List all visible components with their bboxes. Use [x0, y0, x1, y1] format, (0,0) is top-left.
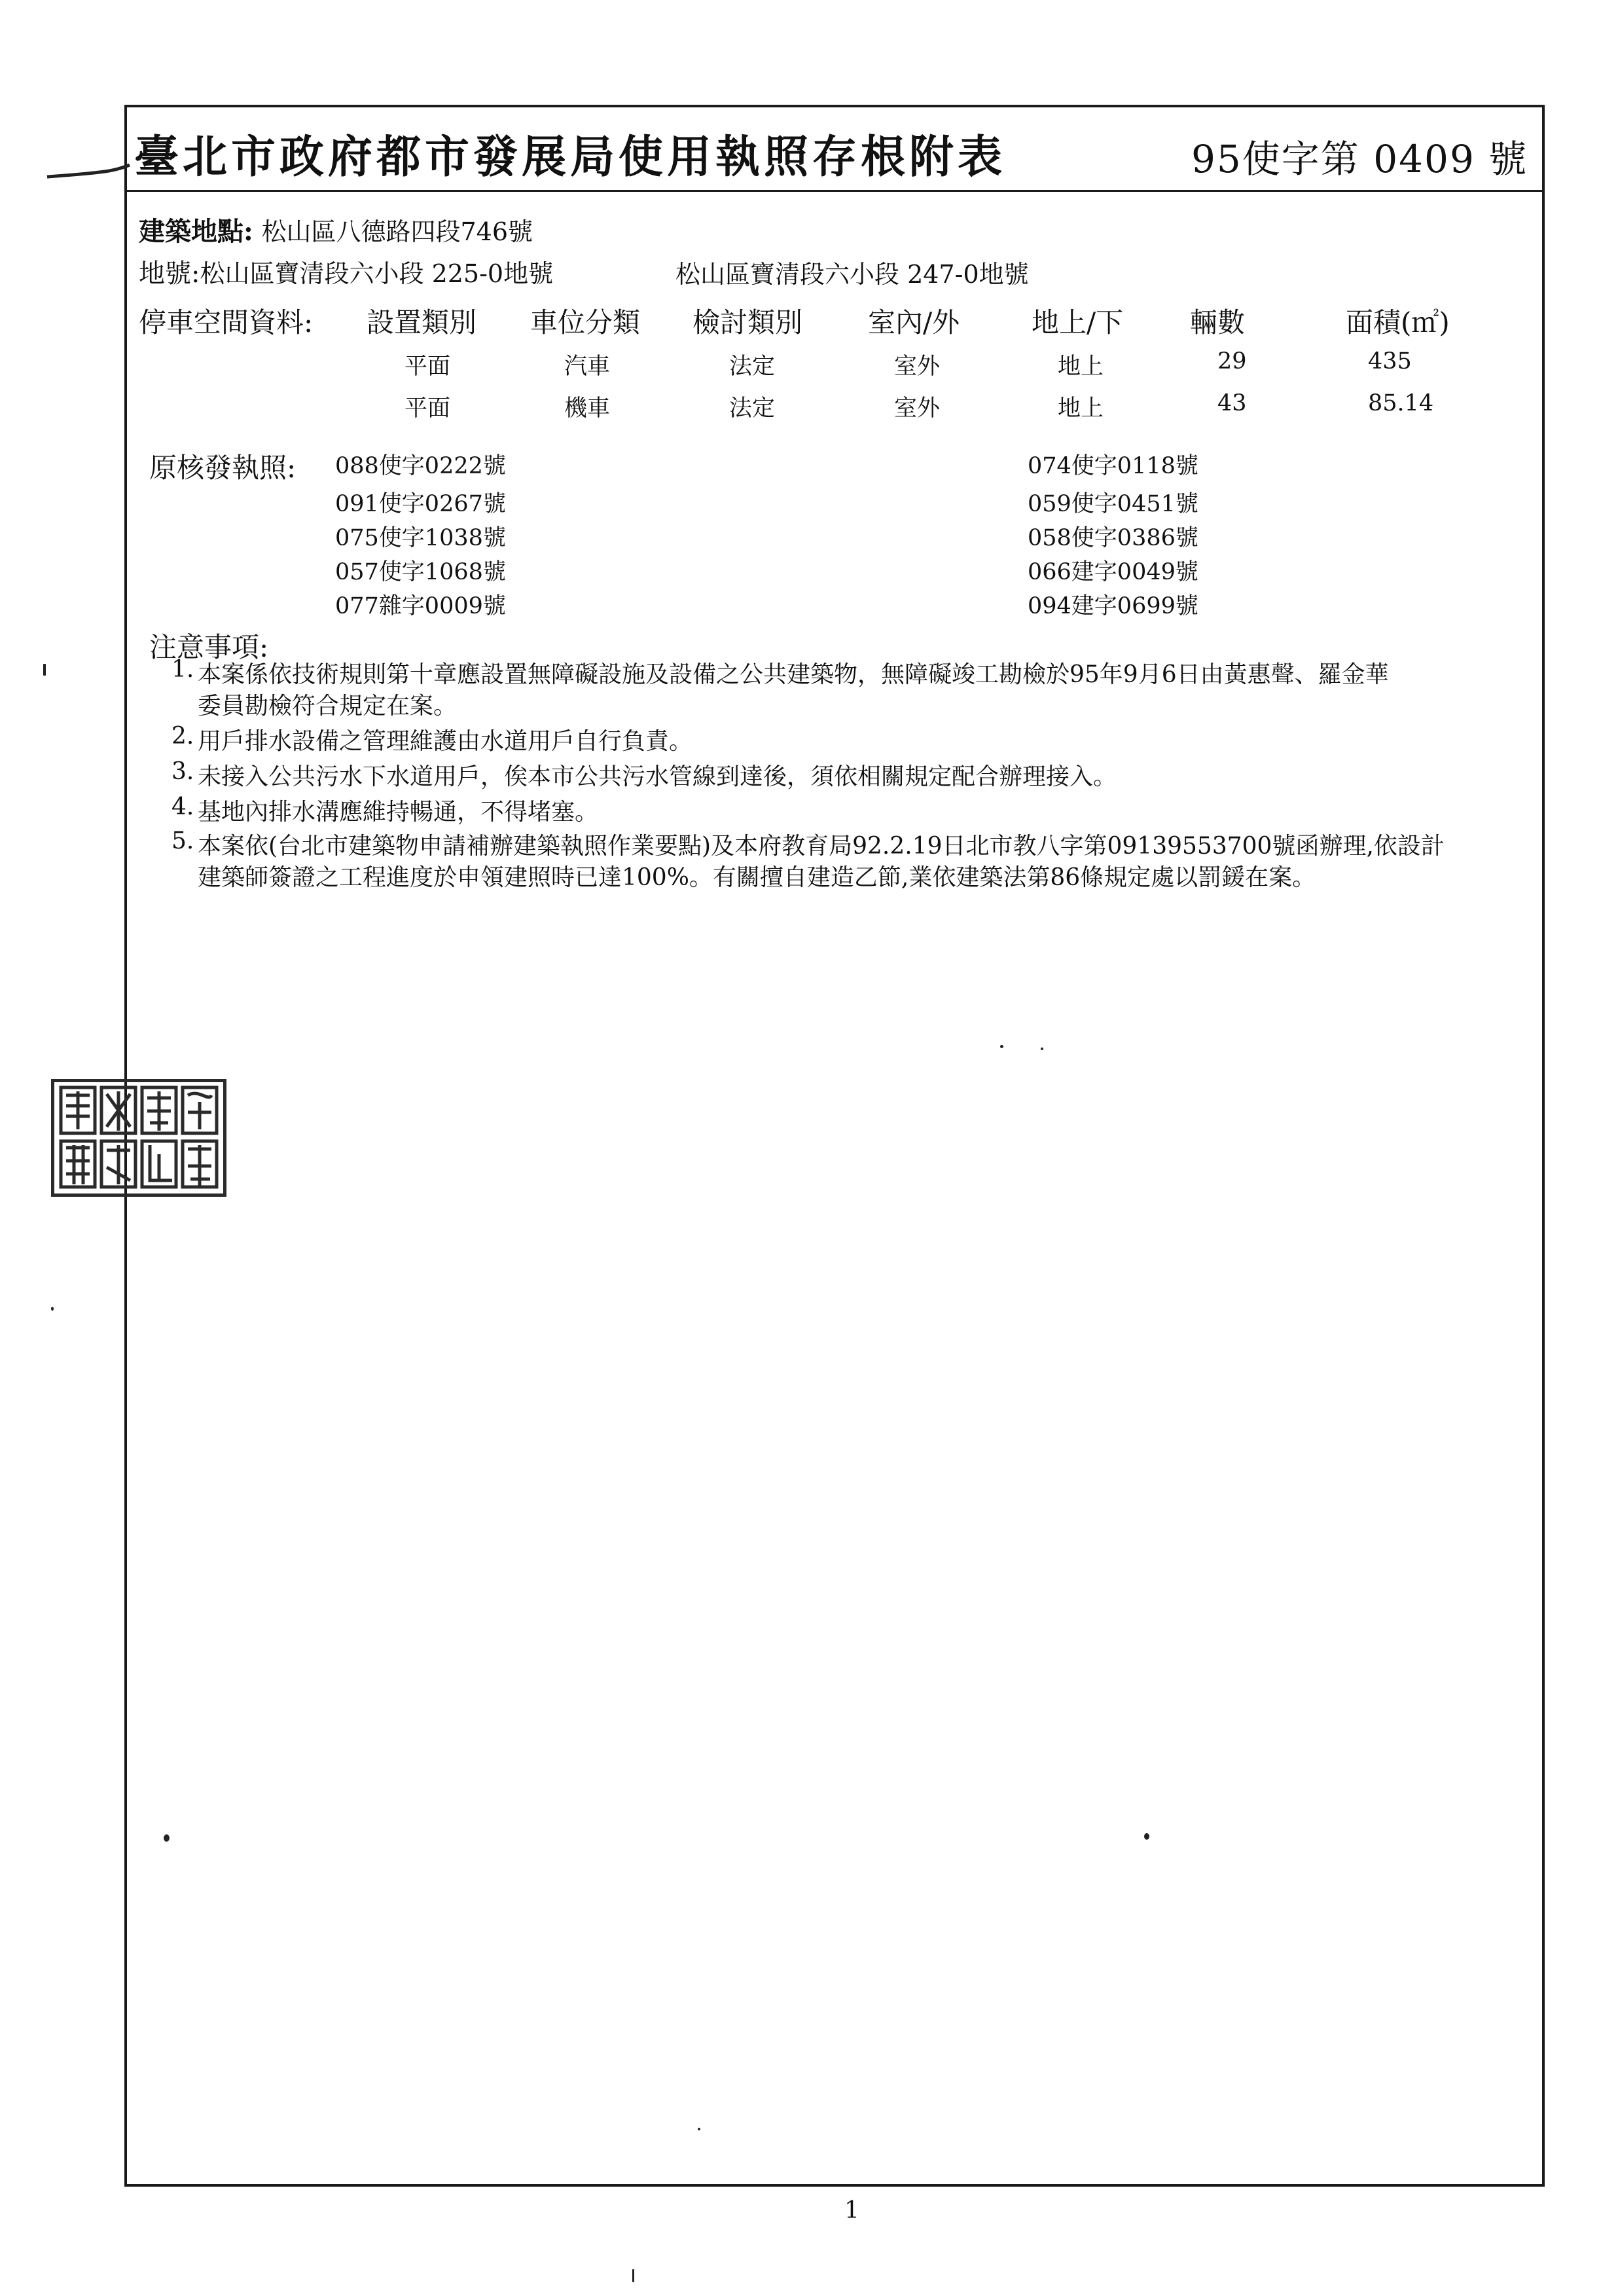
parking-label: 停車空間資料: [139, 306, 314, 338]
original-permit-left-2: 091使字0267號 [335, 491, 506, 517]
lot-value-2: 松山區寶清段六小段 247-0地號 [675, 260, 1029, 289]
scan-speck [1041, 1048, 1043, 1050]
parking-col-area: 面積(㎡) [1346, 306, 1450, 338]
parking-row-2-review: 法定 [729, 395, 776, 422]
note-5-number: 5. [171, 828, 194, 854]
scan-speck [698, 2128, 700, 2130]
note-4-number: 4. [171, 793, 194, 820]
parking-row-2-vehicle: 機車 [564, 395, 611, 422]
note-4-line-1: 基地內排水溝應維持暢通，不得堵塞。 [198, 799, 599, 826]
parking-row-1-level: 地上 [1058, 354, 1104, 380]
document-title: 臺北市政府都市發展局使用執照存根附表 [134, 131, 1007, 183]
original-permit-left-5: 077雜字0009號 [335, 593, 506, 619]
page-number: 1 [844, 2197, 859, 2224]
parking-row-1-setting: 平面 [404, 354, 451, 380]
original-permit-right-4: 066建字0049號 [1028, 559, 1198, 585]
scan-speck [1000, 1045, 1003, 1048]
parking-col-review-type: 檢討類別 [692, 306, 803, 338]
original-permit-left-4: 057使字1068號 [335, 559, 506, 585]
scan-speck [1144, 1833, 1149, 1840]
notes-heading: 注意事項: [149, 631, 269, 663]
scan-speck [51, 1307, 54, 1311]
parking-row-2-count: 43 [1217, 390, 1247, 416]
original-permit-right-1: 074使字0118號 [1028, 453, 1198, 479]
lot-label: 地號: [139, 259, 200, 289]
note-1-number: 1. [171, 656, 194, 683]
note-2-line-1: 用戶排水設備之管理維護由水道用戶自行負責。 [198, 728, 693, 755]
parking-row-2-area: 85.14 [1368, 390, 1434, 416]
parking-col-vehicle-type: 車位分類 [530, 306, 641, 338]
note-3-number: 3. [171, 758, 194, 785]
original-permits-label: 原核發執照: [149, 452, 297, 484]
parking-row-1-vehicle: 汽車 [564, 354, 611, 380]
note-1-line-2: 委員勘檢符合規定在案。 [198, 693, 458, 720]
note-5-line-2: 建築師簽證之工程進度於申領建照時已達100%。有關擅自建造乙節,業依建築法第86條規定處以罰鍰在案。 [198, 864, 1316, 891]
original-permit-left-3: 075使字1038號 [335, 525, 506, 551]
official-seal-stamp [51, 1079, 226, 1197]
lot-value-1: 松山區寶清段六小段 225-0地號 [200, 259, 554, 288]
original-permit-right-5: 094建字0699號 [1028, 593, 1198, 619]
parking-col-above-below: 地上/下 [1032, 306, 1124, 338]
original-permit-right-3: 058使字0386號 [1028, 525, 1198, 551]
address-value: 松山區八德路四段746號 [261, 217, 533, 246]
parking-row-1-indoor: 室外 [894, 354, 941, 380]
parking-col-indoor-outdoor: 室內/外 [868, 306, 960, 338]
lot-row [139, 253, 553, 290]
scan-mark [46, 162, 131, 182]
scan-speck [43, 664, 46, 676]
parking-row-2-setting: 平面 [404, 395, 451, 422]
original-permit-right-2: 059使字0451號 [1028, 491, 1198, 517]
parking-col-count: 輛數 [1190, 306, 1246, 338]
original-permit-left-1: 088使字0222號 [335, 453, 506, 479]
note-3-line-1: 未接入公共污水下水道用戶，俟本市公共污水管線到達後，須依相關規定配合辦理接入。 [198, 763, 1117, 790]
note-1-line-1: 本案係依技術規則第十章應設置無障礙設施及設備之公共建築物，無障礙竣工勘檢於95年9月6日由黃惠聲、羅金華 [198, 661, 1389, 688]
parking-row-1-area: 435 [1368, 348, 1412, 374]
parking-row-2-level: 地上 [1058, 395, 1104, 422]
address-row [139, 211, 533, 248]
scan-speck [164, 1834, 170, 1842]
title-divider [124, 190, 1545, 192]
parking-row-1-count: 29 [1217, 348, 1247, 374]
document-frame [124, 105, 1545, 2187]
parking-row-2-indoor: 室外 [894, 395, 941, 422]
seal-glyphs-icon [54, 1082, 223, 1194]
note-2-number: 2. [171, 723, 194, 750]
scan-speck [632, 2269, 634, 2282]
parking-row-1-review: 法定 [729, 354, 776, 380]
permit-number: 95使字第 0409 號 [1191, 137, 1528, 181]
address-label: 建築地點: [139, 216, 253, 247]
note-5-line-1: 本案依(台北市建築物申請補辦建築執照作業要點)及本府教育局92.2.19日北市教八字第09139553700號函辦理,依設計 [198, 833, 1445, 860]
parking-col-setting-type: 設置類別 [367, 306, 477, 338]
